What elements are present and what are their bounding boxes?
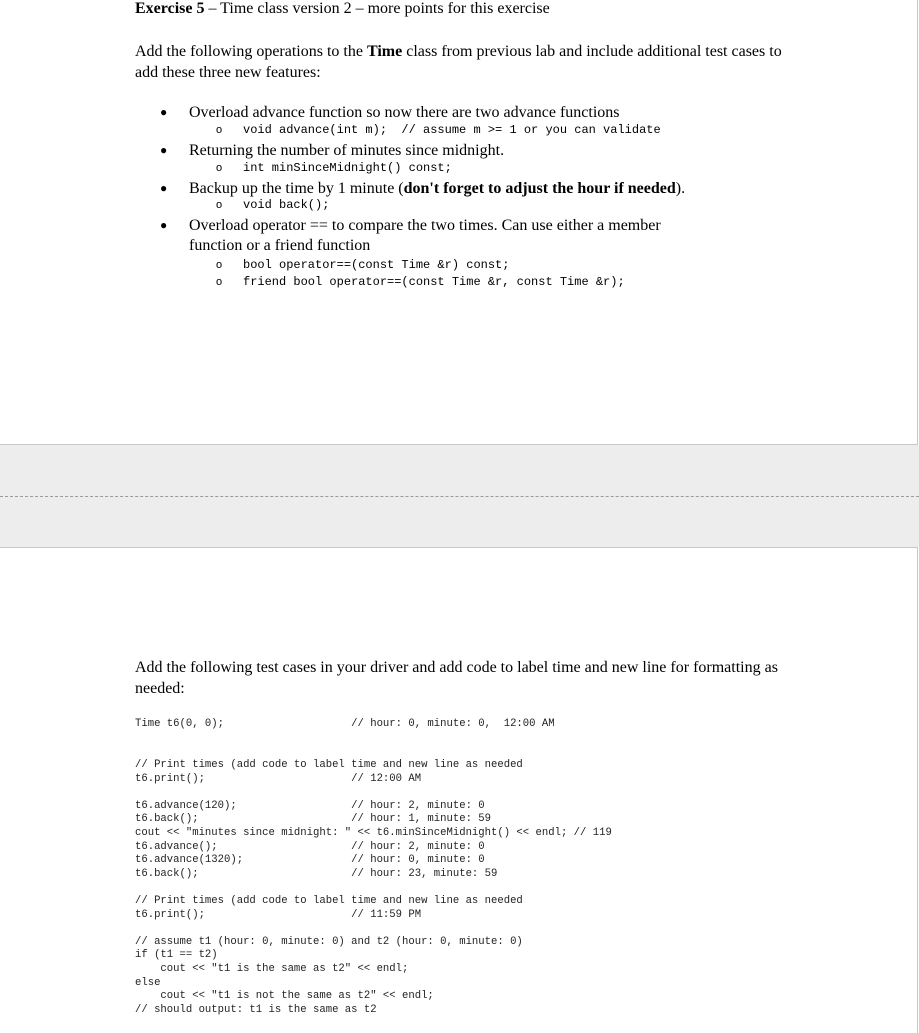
circle-bullet-icon: o — [216, 276, 223, 288]
list-item: ● Overload operator == to compare the two times. Can use either a member — [160, 217, 661, 234]
sub-list-item: o bool operator==(const Time &r) const; — [216, 258, 510, 272]
exercise-intro: Add the following operations to the Time class from previous lab and include additional test cases to add these three new features: — [135, 43, 782, 81]
code-block-tests: // Print times (add code to label time and new line as needed t6.print(); // 12:00 AM t6.advance(120); // hour: 2, minute: 0 t6.back(); // hour: 1, minute: 59 cout << "minutes since midnight: " << t6.minSinceMidnight() << endl; // 119 t6.advance(); // hour: 2, minute: 0 t6.advance(1320); // hour: 0, minute: 0 t6.back(); // hour: 23, minute: 59 // Print times (add code to label time and new line as needed t6.print(); // 11:59 PM // assume t1 (hour: 0, minute: 0) and t2 (hour: 0, minute: 0) if (t1 == t2) cout << "t1 is the same as t2" << endl; else cout << "t1 is not the same as t2" << endl; // should output: t1 is the same as t2 — [135, 759, 612, 1016]
sub-list-item: o friend bool operator==(const Time &r, const Time &r); — [216, 275, 625, 289]
list-item: ● Backup up the time by 1 minute (don't forget to adjust the hour if needed). — [160, 180, 686, 197]
bullet-icon: ● — [160, 181, 168, 195]
sub-list-item: o void advance(int m); // assume m >= 1 or you can validate — [216, 123, 661, 137]
bullet-icon: ● — [160, 143, 168, 157]
list-item: ● Returning the number of minutes since midnight. — [160, 142, 505, 159]
bullet-icon: ● — [160, 218, 168, 232]
circle-bullet-icon: o — [216, 199, 223, 211]
circle-bullet-icon: o — [216, 162, 223, 174]
bullet-icon: ● — [160, 105, 168, 119]
sub-list-item: o int minSinceMidnight() const; — [216, 161, 452, 175]
list-item-continuation: function or a friend function — [189, 237, 371, 254]
code-block-declaration: Time t6(0, 0); // hour: 0, minute: 0, 12:00 AM — [135, 718, 555, 730]
page-break-line — [0, 496, 919, 497]
list-item: ● Overload advance function so now there are two advance functions — [160, 104, 620, 121]
sub-list-item: o void back(); — [216, 198, 330, 212]
circle-bullet-icon: o — [216, 124, 223, 136]
circle-bullet-icon: o — [216, 259, 223, 271]
exercise-title: Exercise 5 – Time class version 2 – more points for this exercise — [135, 0, 550, 17]
tests-intro: Add the following test cases in your driver and add code to label time and new line for formatting as needed: — [135, 659, 778, 697]
